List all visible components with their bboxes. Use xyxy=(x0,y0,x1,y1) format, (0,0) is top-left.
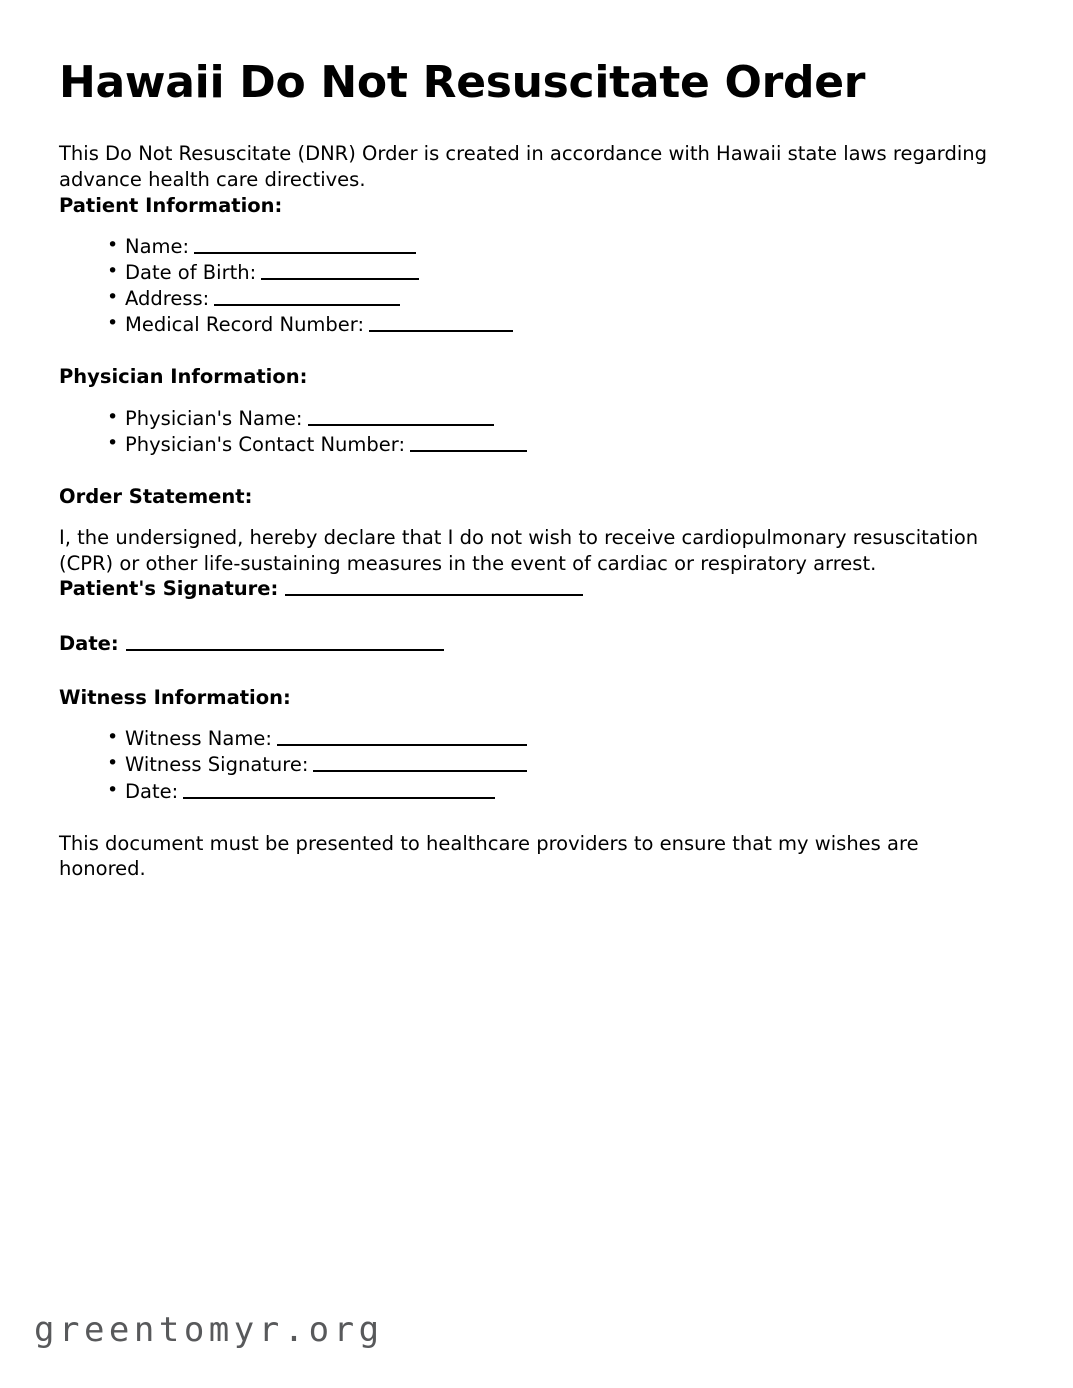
list-item xyxy=(107,779,1005,805)
intro-paragraph: This Do Not Resuscitate (DNR) Order is created in accordance with Hawaii state laws regarding advance health care directives. xyxy=(59,142,987,191)
order-statement-text: I, the undersigned, hereby declare that I do not wish to receive cardiopulmonary resuscitation (CPR) or other life-sustaining measures in the event of cardiac or respiratory arrest. xyxy=(59,525,979,575)
field-label: Medical Record Number: xyxy=(125,313,365,337)
patient-information-heading: Patient Information: xyxy=(59,193,283,217)
field-blank-line[interactable] xyxy=(313,755,527,772)
field-label: Address: xyxy=(125,287,210,311)
list-item xyxy=(107,432,1005,458)
field-blank-line[interactable] xyxy=(308,409,494,426)
list-item xyxy=(107,752,1005,778)
field-blank-line[interactable] xyxy=(194,237,416,254)
field-blank-line[interactable] xyxy=(214,289,400,306)
field-label: Witness Signature: xyxy=(125,753,309,777)
physician-information-list xyxy=(59,406,1005,458)
closing-paragraph: This document must be presented to healthcare providers to ensure that my wishes are honored. xyxy=(59,831,919,881)
field-label: Physician's Contact Number: xyxy=(125,432,406,456)
patient-signature-label: Patient's Signature: xyxy=(59,577,279,601)
footer-watermark: greentomyr.org xyxy=(34,1310,384,1350)
field-label: Physician's Name: xyxy=(125,406,303,430)
patient-signature-blank-line[interactable] xyxy=(285,579,583,596)
witness-information-heading: Witness Information: xyxy=(59,686,291,710)
field-blank-line[interactable] xyxy=(410,435,527,452)
list-item xyxy=(107,234,1005,260)
page-title: Hawaii Do Not Resuscitate Order xyxy=(59,57,866,108)
field-blank-line[interactable] xyxy=(261,263,419,280)
signature-date-row xyxy=(59,631,1005,656)
field-blank-line[interactable] xyxy=(369,315,513,332)
field-label: Date: xyxy=(125,779,179,803)
list-item xyxy=(107,286,1005,312)
physician-information-heading: Physician Information: xyxy=(59,365,308,389)
signature-date-blank-line[interactable] xyxy=(126,634,444,651)
field-label: Witness Name: xyxy=(125,727,272,751)
field-label: Date of Birth: xyxy=(125,261,257,285)
list-item xyxy=(107,726,1005,752)
witness-information-list xyxy=(59,726,1005,804)
patient-information-list xyxy=(59,234,1005,338)
signature-date-label: Date: xyxy=(59,631,119,655)
list-item xyxy=(107,406,1005,432)
field-blank-line[interactable] xyxy=(183,782,495,799)
field-blank-line[interactable] xyxy=(277,729,527,746)
field-label: Name: xyxy=(125,235,190,259)
patient-signature-row xyxy=(59,576,1005,601)
list-item xyxy=(107,260,1005,286)
list-item xyxy=(107,312,1005,338)
order-statement-heading: Order Statement: xyxy=(59,484,253,508)
